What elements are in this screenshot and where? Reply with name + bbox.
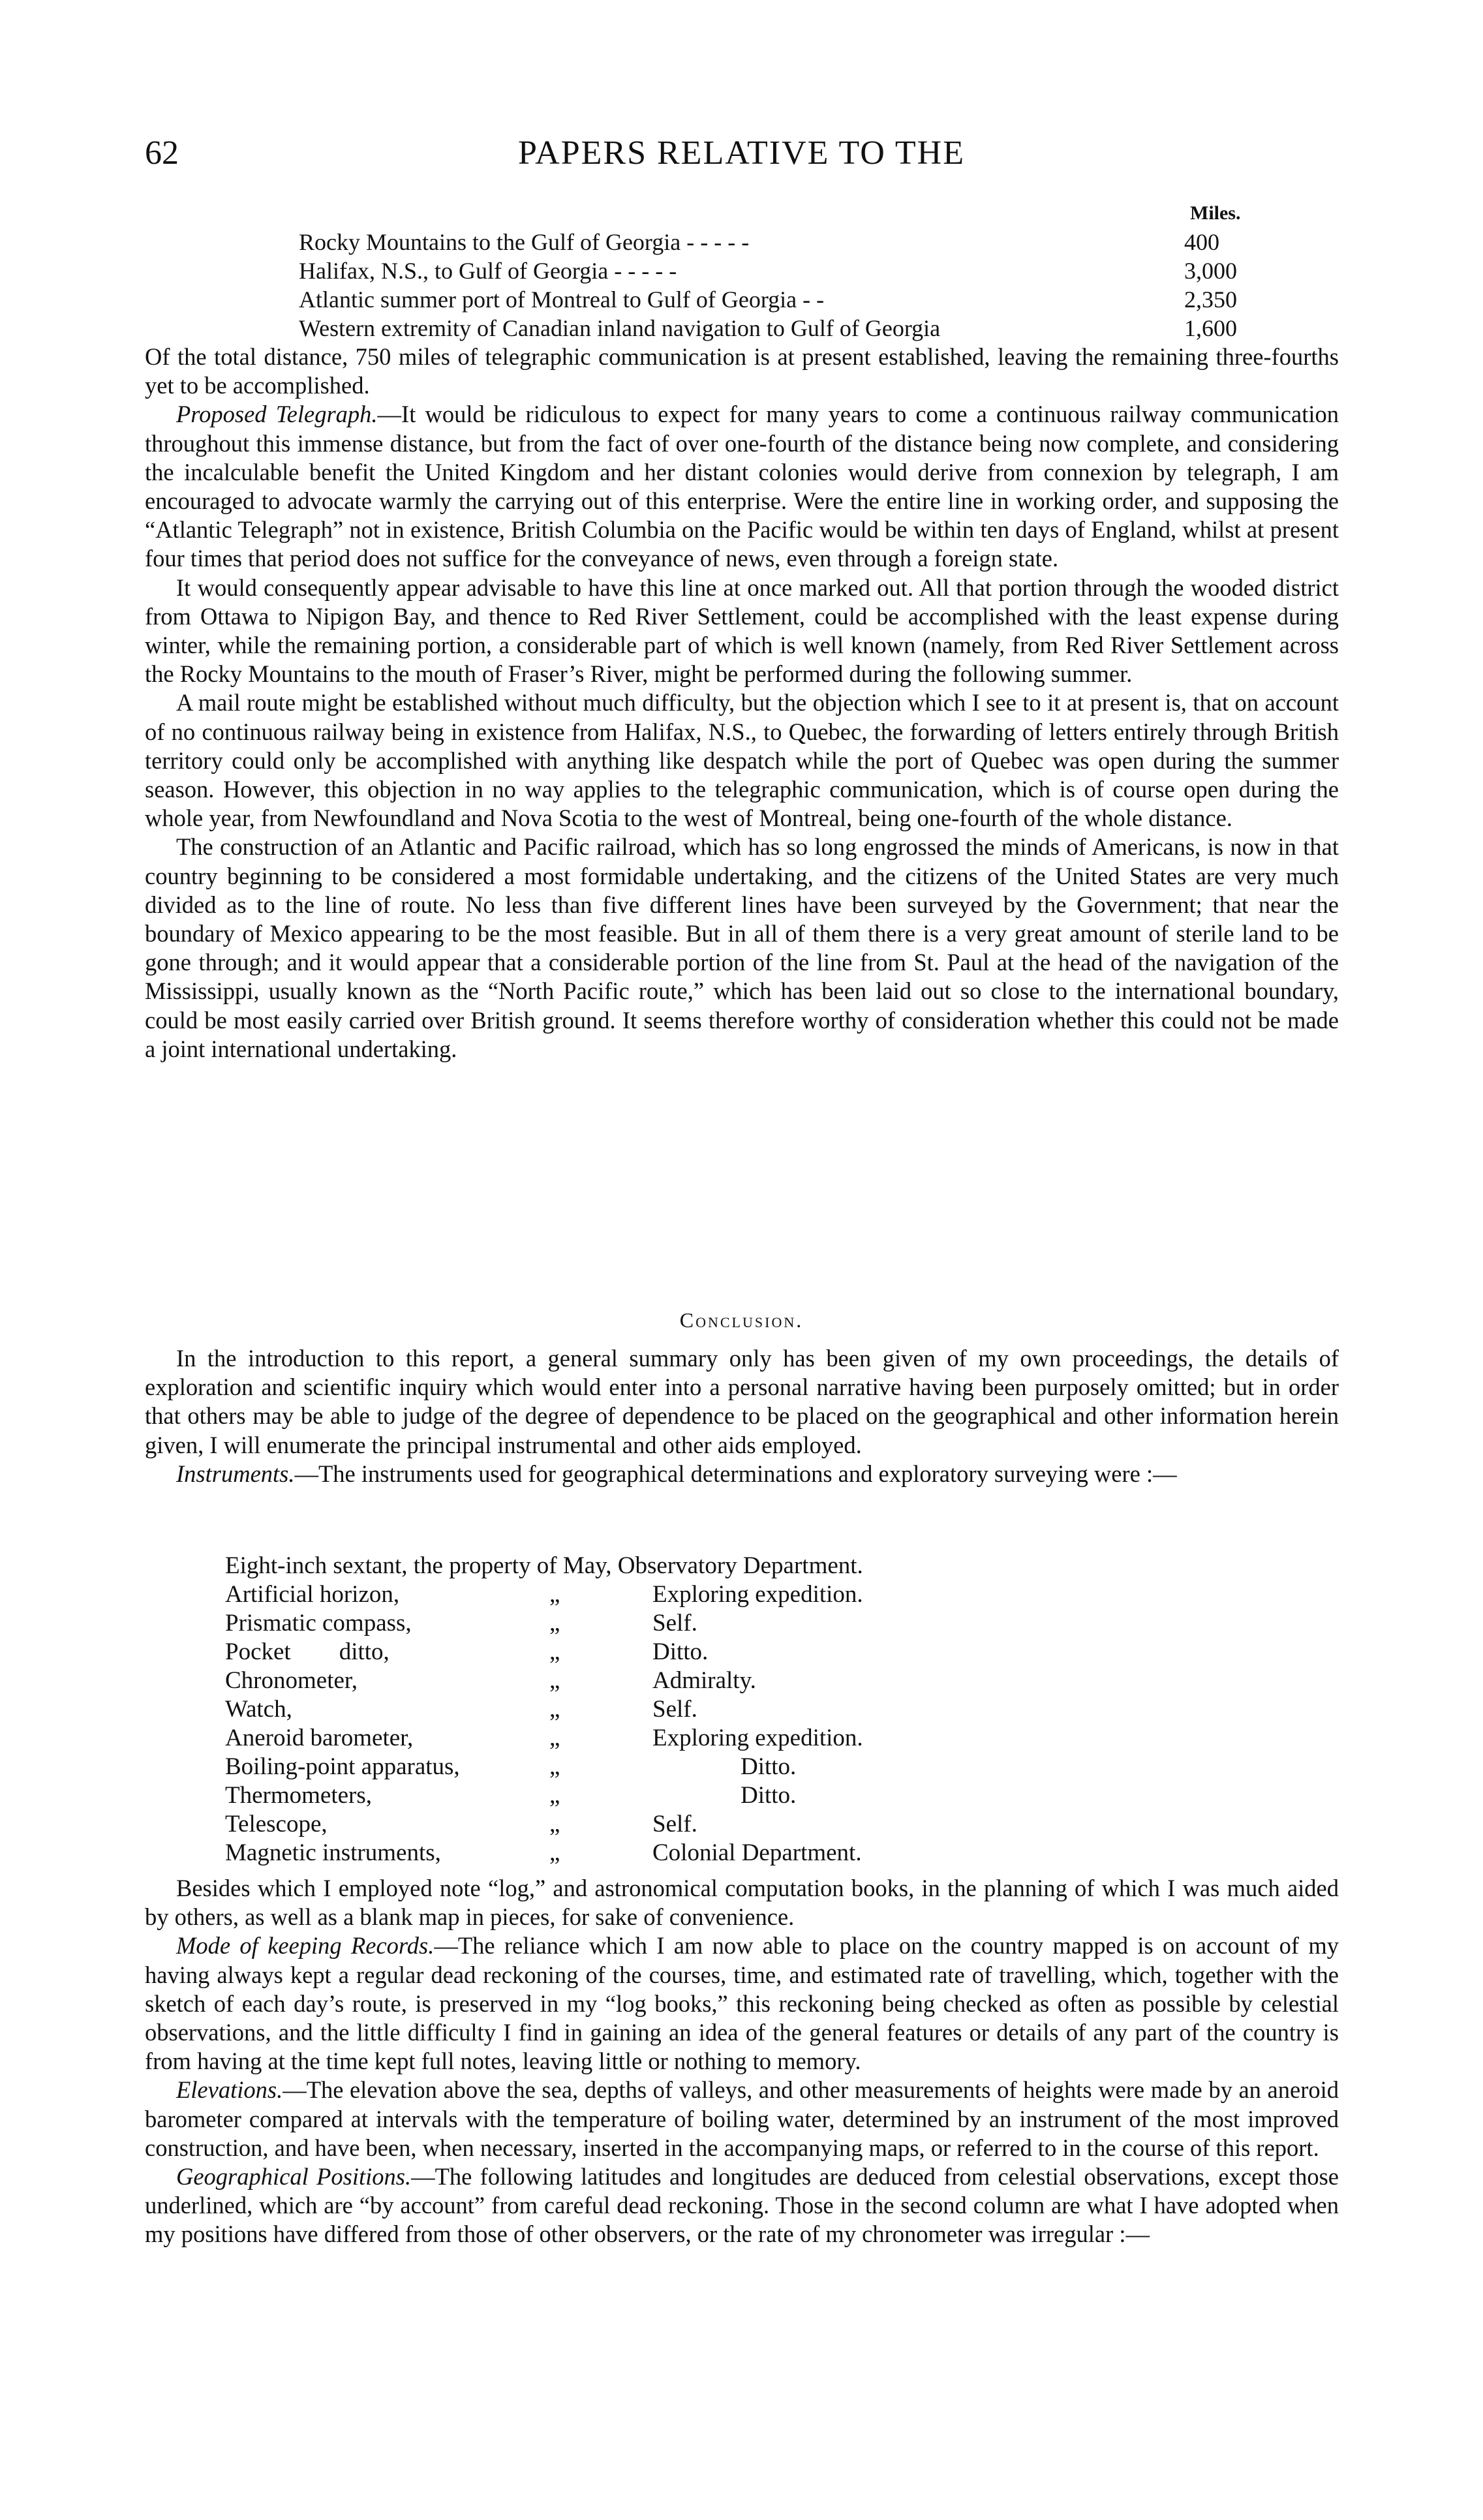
instrument-owner: Admiralty. <box>652 1667 756 1694</box>
distance-row <box>299 228 1219 256</box>
instrument-owner: Colonial Department. <box>652 1839 862 1866</box>
paragraph-total-distance: Of the total distance, 750 miles of telegraphic communication is at present established, leaving the remaining three-fourths yet to be accomplished. <box>145 343 1339 399</box>
instrument-owner: Self. <box>652 1696 697 1723</box>
paragraph-introduction: In the introduction to this report, a general summary only has been given of my own proceedings, the details of exploration and scientific inquiry which would enter into a personal narrative having been purposely omitted; but in order that others may be able to judge of the degree of dependence to be placed on the geographical and other information herein given, I will enumerate the principal instrumental and other aids employed. <box>145 1345 1339 1458</box>
ditto-mark: „ <box>549 1581 560 1608</box>
body-section-upper <box>145 343 1339 1064</box>
instrument-row <box>225 1552 1269 1580</box>
instrument-owner: Ditto. <box>741 1782 797 1809</box>
instrument-list <box>225 1552 1269 1867</box>
instrument-name: Artificial horizon, <box>225 1581 400 1608</box>
instrument-row <box>225 1580 1269 1609</box>
ditto-mark: „ <box>549 1753 560 1780</box>
instrument-row <box>225 1695 1269 1724</box>
distance-row <box>299 315 1237 342</box>
page-header <box>0 134 1483 186</box>
ditto-mark: „ <box>549 1782 560 1809</box>
ditto-mark: „ <box>549 1610 560 1636</box>
instrument-owner: Ditto. <box>741 1753 797 1780</box>
paragraph-records <box>145 1931 1339 2076</box>
section-heading: Geographical Positions. <box>176 2163 412 2190</box>
distance-value: 1,600 <box>1184 315 1237 341</box>
instrument-owner: Self. <box>652 1811 697 1837</box>
paragraph-mail-route: A mail route might be established without much difficulty, but the objection which I see to it at present is, that on account of no continuous railway being in existence from Halifax, N.S., to Quebec, the forwarding of letters entirely through British territory could only be accomplished with anything like despatch while the port of Quebec was open during the summer season. However, this objection in no way applies to the telegraphic communication, which is of course open during the whole year, from Newfoundland and Nova Scotia to the west of Montreal, being one-fourth of the whole distance. <box>145 689 1339 832</box>
section-heading: Elevations. <box>176 2076 283 2104</box>
distance-row <box>299 286 1237 313</box>
instrument-name: Pocket ditto, <box>225 1638 390 1665</box>
distance-label: Western extremity of Canadian inland navigation to Gulf of Georgia <box>299 315 941 341</box>
ditto-mark: „ <box>549 1811 560 1837</box>
page-number: 62 <box>145 134 179 172</box>
conclusion-heading: Conclusion. <box>679 1308 804 1332</box>
instrument-row <box>225 1810 1269 1839</box>
running-title: PAPERS RELATIVE TO THE <box>518 134 965 172</box>
instrument-row <box>225 1753 1269 1781</box>
ditto-mark: „ <box>549 1839 560 1866</box>
paragraph-route: It would consequently appear advisable to have this line at once marked out. All that portion through the wooded district from Ottawa to Nipigon Bay, and thence to Red River Settlement, could be accomplished with the least expense during winter, while the remaining portion, a considerable part of which is well known (namely, from Red River Settlement across the Rocky Mountains to the mouth of Fraser’s River, might be performed during the following summer. <box>145 574 1339 688</box>
instrument-name: Aneroid barometer, <box>225 1725 414 1751</box>
instrument-row <box>225 1638 1269 1667</box>
instrument-name: Thermometers, <box>225 1782 372 1809</box>
instrument-first-line: Eight-inch sextant, the property of May, Observatory Department. <box>225 1552 863 1579</box>
instrument-owner: Ditto. <box>652 1638 709 1665</box>
distance-value: 2,350 <box>1184 286 1237 313</box>
distance-label: Atlantic summer port of Montreal to Gulf of Georgia - - <box>299 286 825 313</box>
paragraph-text: —It would be ridiculous to expect for many years to come a continuous railway communication throughout this immense distance, but from the fact of over one-fourth of the distance being now complete, and considering the incalculable benefit the United Kingdom and her distant colonies would derive from connexion by telegraph, I am encouraged to advocate warmly the carrying out of this enterprise. Were the entire line in working order, and supposing the “Atlantic Telegraph” not in existence, British Columbia on the Pacific would be within ten days of England, whilst at present four times that period does not suffice for the conveyance of news, even through a foreign state. <box>145 401 1339 572</box>
instrument-owner: Exploring expedition. <box>652 1725 863 1751</box>
miles-column-header: Miles. <box>1190 202 1241 224</box>
instrument-owner: Self. <box>652 1610 697 1636</box>
distance-value: 3,000 <box>1184 258 1237 284</box>
distance-row <box>299 257 1237 284</box>
paragraph-railroad: The construction of an Atlantic and Pacific railroad, which has so long engrossed the minds of Americans, is now in that country beginning to be considered a most formidable undertaking, and the citizens of the United States are very much divided as to the line of route. No less than five different lines have been surveyed by the Government; that near the boundary of Mexico appearing to be the most feasible. But in all of them there is a very great amount of sterile land to be gone through; and it would appear that a considerable portion of the line from St. Paul at the head of the navigation of the Mississippi, usually known as the “North Pacific route,” which has been laid out so close to the international boundary, could be most easily carried over British ground. It seems therefore worthy of consideration whether this could not be made a joint international undertaking. <box>145 833 1339 1062</box>
section-heading: Mode of keeping Records. <box>176 1932 435 1959</box>
instrument-name: Chronometer, <box>225 1667 358 1694</box>
instrument-name: Telescope, <box>225 1811 328 1837</box>
instrument-row <box>225 1724 1269 1753</box>
paragraph-positions <box>145 2162 1339 2249</box>
ditto-mark: „ <box>549 1725 560 1751</box>
instrument-row <box>225 1667 1269 1695</box>
instrument-row <box>225 1781 1269 1810</box>
distance-label: Halifax, N.S., to Gulf of Georgia - - - - - <box>299 258 677 284</box>
paragraph-proposed-telegraph <box>145 400 1339 573</box>
body-section-conclusion <box>145 1344 1339 1488</box>
paragraph-instruments <box>145 1460 1339 1488</box>
instrument-name: Boiling-point apparatus, <box>225 1753 460 1780</box>
ditto-mark: „ <box>549 1667 560 1694</box>
paragraph-besides: Besides which I employed note “log,” and astronomical computation books, in the planning of which I was much aided by others, as well as a blank map in pieces, for sake of convenience. <box>145 1875 1339 1931</box>
distance-value: 400 <box>1184 229 1219 255</box>
instrument-owner: Exploring expedition. <box>652 1581 863 1608</box>
distance-label: Rocky Mountains to the Gulf of Georgia - - - - - <box>299 229 750 255</box>
instrument-name: Watch, <box>225 1696 292 1723</box>
ditto-mark: „ <box>549 1638 560 1665</box>
ditto-mark: „ <box>549 1696 560 1723</box>
instrument-name: Prismatic compass, <box>225 1610 412 1636</box>
instrument-name: Magnetic instruments, <box>225 1839 441 1866</box>
paragraph-text: —The elevation above the sea, depths of valleys, and other measurements of heights were made by an aneroid barometer compared at intervals with the temperature of boiling water, determined by an instrument of the most improved construction, and have been, when necessary, inserted in the accompanying maps, or referred to in the course of this report. <box>145 2076 1339 2161</box>
paragraph-text: —The reliance which I am now able to place on the country mapped is on account of my having always kept a regular dead reckoning of the courses, time, and estimated rate of travelling, which, together with the sketch of each day’s route, is preserved in my “log books,” this reckoning being checked as often as possible by celestial observations, and the little difficulty I find in gaining an idea of the general features or details of any part of the country is from having at the time kept full notes, leaving little or nothing to memory. <box>145 1932 1339 2075</box>
body-section-lower <box>145 1874 1339 2249</box>
paragraph-text: —The instruments used for geographical determinations and exploratory surveying were :— <box>294 1460 1177 1487</box>
instrument-row <box>225 1839 1269 1867</box>
section-heading: Instruments. <box>176 1460 295 1487</box>
paragraph-text: —The following latitudes and longitudes are deduced from celestial observations, except those underlined, which are “by account” from careful dead reckoning. Those in the second column are what I have adopted when my positions have differed from those of other observers, or the rate of my chronometer was irregular :— <box>145 2163 1339 2248</box>
section-heading: Proposed Telegraph. <box>176 401 378 428</box>
paragraph-elevations <box>145 2076 1339 2162</box>
instrument-row <box>225 1609 1269 1638</box>
